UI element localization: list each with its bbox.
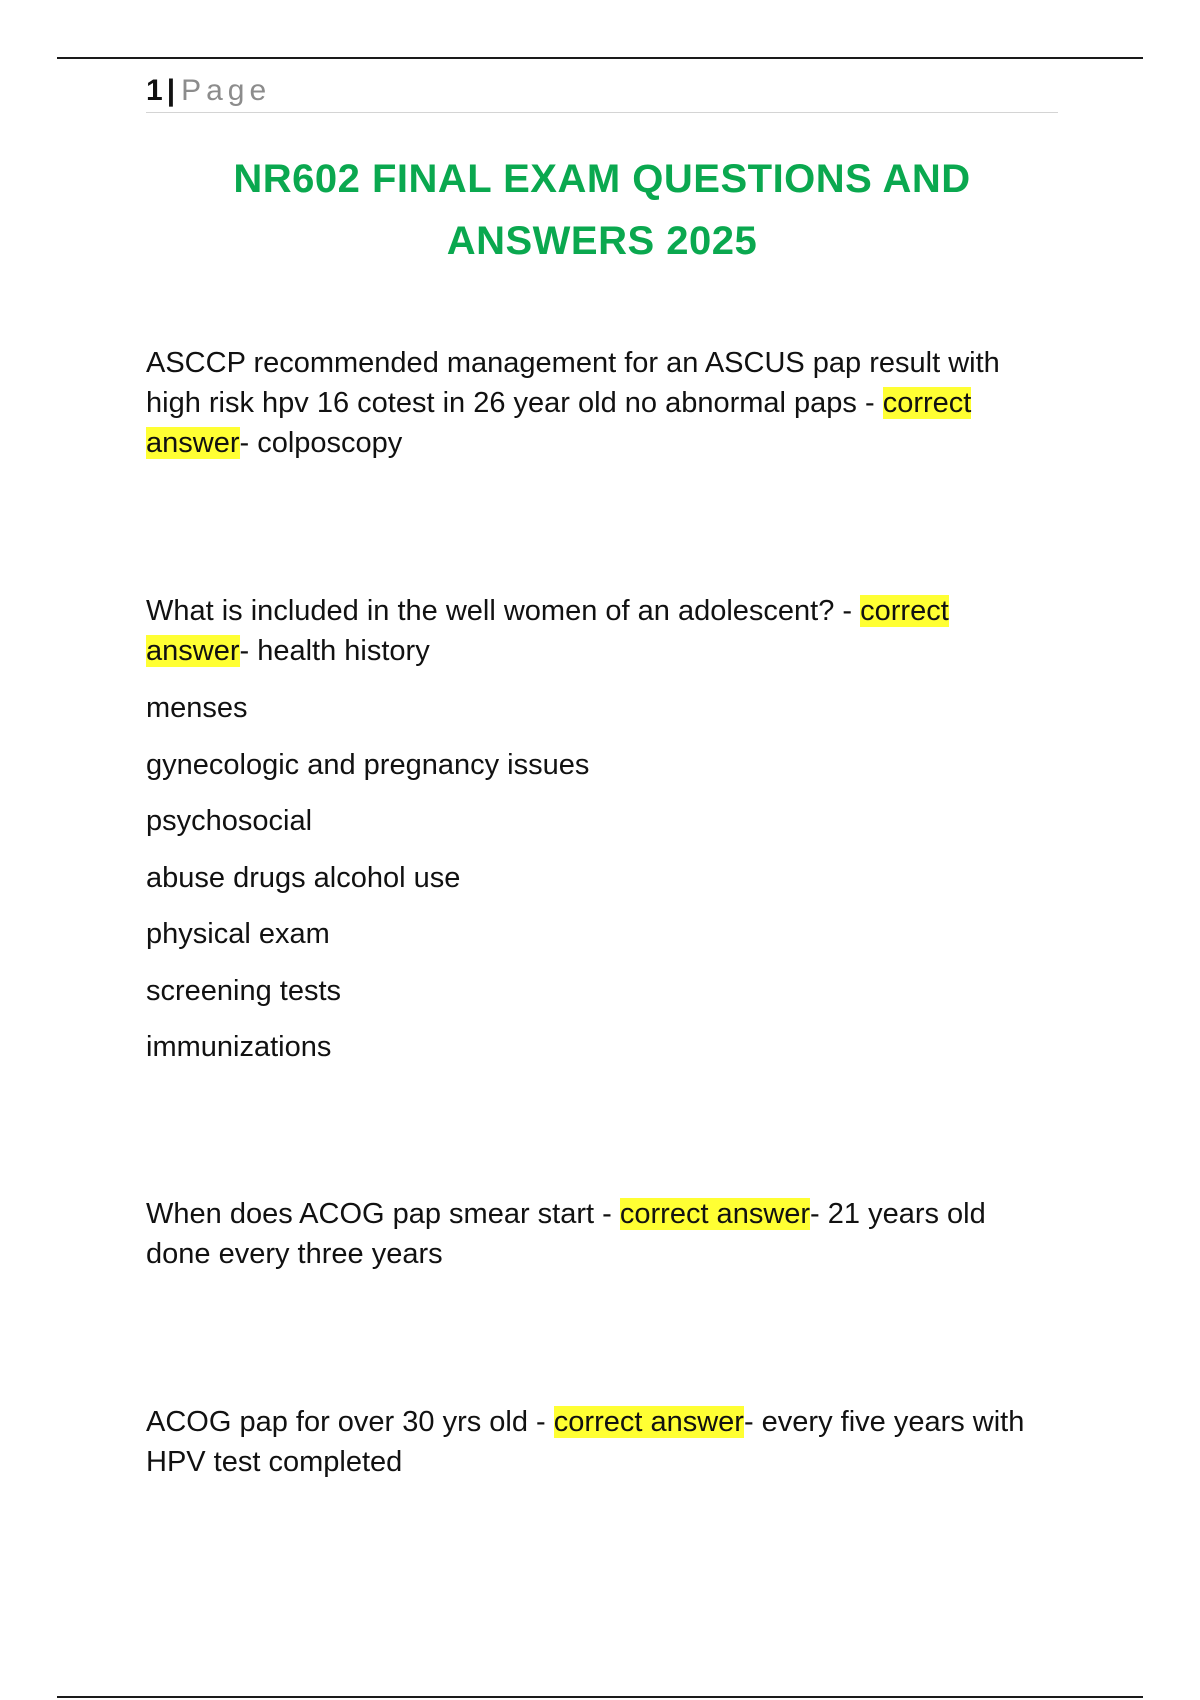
answer-text: - health history (239, 635, 430, 667)
answer-marker: correct answer (553, 1406, 744, 1438)
question-text: When does ACOG pap smear start - (146, 1198, 612, 1230)
list-item: immunizations (146, 1031, 332, 1063)
page-label: Page (181, 74, 272, 107)
answer-text: - 21 years old done every three years (146, 1198, 986, 1270)
bottom-rule (57, 1696, 1143, 1698)
list-item: abuse drugs alcohol use (146, 861, 461, 894)
answer-text: - every five years with HPV test completed (146, 1406, 1025, 1478)
question-text: What is included in the well women of an adolescent? - (146, 595, 853, 627)
document-title: NR602 FINAL EXAM QUESTIONS AND ANSWERS 2025 (233, 157, 971, 263)
question-text: ASCCP recommended management for an ASCUS pap result with high risk hpv 16 cotest in 26 year old no abnormal paps - (146, 347, 1000, 419)
question-block-2 (146, 591, 1058, 671)
answer-list (146, 688, 1058, 1084)
answer-text: - colposcopy (239, 427, 403, 459)
page-header (146, 70, 1058, 113)
page-separator: | (166, 74, 176, 107)
page-number: 1 (146, 74, 163, 107)
answer-marker: correct answer (146, 387, 972, 459)
question-block-1 (146, 343, 1058, 463)
question-text: ACOG pap for over 30 yrs old - (146, 1406, 546, 1438)
list-item: screening tests (146, 974, 342, 1007)
question-block-3 (146, 1194, 1058, 1274)
list-item: physical exam (146, 918, 330, 950)
question-block-4 (146, 1402, 1058, 1482)
answer-marker: correct answer (146, 595, 949, 667)
list-item: psychosocial (146, 805, 313, 837)
list-item: menses (146, 692, 248, 724)
list-item: gynecologic and pregnancy issues (146, 748, 590, 781)
answer-marker: correct answer (619, 1198, 811, 1230)
top-rule (57, 57, 1143, 59)
